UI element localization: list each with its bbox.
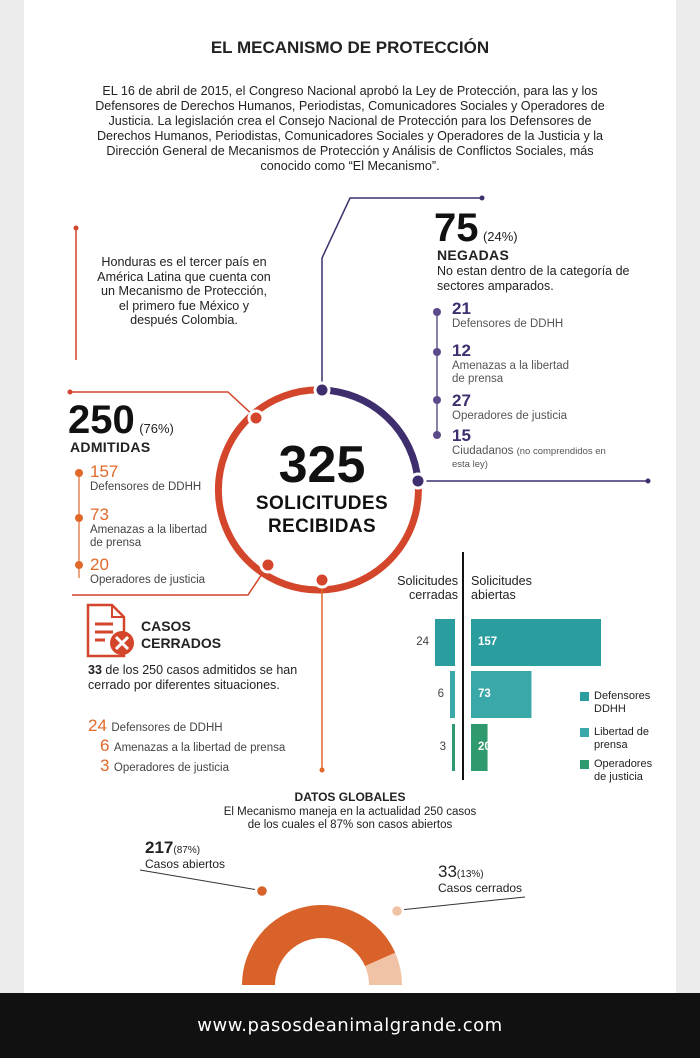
casos-cerrados-item-text: Amenazas a la libertad de prensa (113, 742, 286, 754)
casos-cerrados-item-text: Operadores de justicia (113, 762, 229, 774)
legend-swatch (580, 760, 589, 769)
negadas-item-1 (452, 300, 622, 331)
admitidas-item-text: Amenazas a la libertad de prensa (90, 524, 207, 549)
negadas-value: 75 (434, 206, 479, 250)
casos-cerrados-item-num: 24 (88, 716, 107, 735)
total-label-line-1: SOLICITUDES (255, 493, 389, 514)
donut-label-line-open (140, 870, 258, 890)
casos-cerrados-desc-text: de los 250 casos admitidos se han cerrado por diferentes situaciones. (88, 663, 298, 692)
donut-label-open (145, 838, 225, 871)
bar-chart-marks (435, 619, 601, 771)
negadas-header (434, 208, 518, 248)
note-line-dot (74, 226, 79, 231)
admitidas-item-num: 73 (90, 505, 109, 524)
negadas-item-text: Amenazas a la libertad de prensa (452, 360, 569, 385)
ring-node-top (315, 383, 329, 397)
admitidas-item-1 (90, 463, 230, 494)
ring-node-left (249, 411, 263, 425)
legend-swatch (580, 692, 589, 701)
donut-node-open (256, 885, 268, 897)
bar-cerradas-label: 24 (416, 635, 429, 648)
bar-header-abiertas: Solicitudes abiertas (471, 574, 532, 602)
bar-cerradas (450, 671, 455, 718)
negadas-item-text-main: Ciudadanos (452, 445, 514, 457)
legend-label: Libertad de prensa (594, 726, 650, 751)
negadas-item-text: Defensores de DDHH (452, 318, 564, 330)
casos-cerrados-item-2 (100, 736, 360, 756)
admitidas-item-3 (90, 556, 240, 587)
legend-label: Defensores DDHH (594, 690, 651, 715)
donut-label-closed (438, 862, 522, 895)
donut-open-value: 217 (145, 838, 174, 857)
admitidas-item-text: Defensores de DDHH (90, 481, 202, 493)
casos-cerrados-title-1: CASOS (141, 618, 191, 634)
latam-note: Honduras es el tercer país en América Latina que cuenta con un Mecanismo de Protección, el primero fue México y después Colombia. (97, 255, 271, 327)
admitidas-label: ADMITIDAS (70, 439, 151, 455)
total-value: 325 (278, 436, 366, 494)
global-desc: El Mecanismo maneja en la actualidad 250 casos de los cuales el 87% son casos abiertos (223, 806, 477, 831)
ciudadanos-connector-end (646, 479, 651, 484)
casos-cerrados-title-2: CERRADOS (141, 635, 222, 651)
admitidas-dot-3 (75, 561, 83, 569)
casos-cerrados-item-3 (100, 756, 360, 776)
admitidas-dot-2 (75, 514, 83, 522)
intro-paragraph: EL 16 de abril de 2015, el Congreso Nacional aprobó la Ley de Protección, para las y los Defensores de Derechos Humanos, Periodistas, Comunicadores Sociales y Operadores de Justicia. La legislación crea el Consejo Nacional de Protección para los Defensores de Derechos Humanos, Periodistas, Comunicadores Sociales y Operadores de la Justicia y la Dirección General de Mecanismos de Protección y Análisis de Conflictos Sociales, más conocido como “El Mecanismo”. (95, 84, 605, 173)
negadas-item-num: 12 (452, 341, 471, 360)
footer-url: www.pasosdeanimalgrande.com (0, 993, 700, 1058)
admitidas-item-text: Operadores de justicia (90, 574, 206, 586)
casos-cerrados-desc-num: 33 (88, 663, 102, 677)
negadas-desc: No estan dentro de la categoría de sectores amparados. (437, 264, 630, 293)
negadas-item-text: Operadores de justicia (452, 410, 568, 422)
negadas-dot-3 (433, 396, 441, 404)
bar-cerradas (452, 724, 455, 771)
page-title: EL MECANISMO DE PROTECCIÓN (210, 38, 490, 57)
casos-cerrados-item-num: 6 (100, 736, 110, 755)
ring-node-bottom (315, 573, 329, 587)
ring-node-bottom-left (261, 558, 275, 572)
admitidas-item-2 (90, 506, 210, 550)
casos-cerrados-title (141, 618, 221, 652)
negadas-pct: (24%) (482, 229, 518, 244)
negadas-connector-end (480, 196, 485, 201)
admitidas-header (68, 400, 174, 440)
donut-open-pct: (87%) (173, 845, 201, 856)
admitidas-value: 250 (68, 398, 135, 442)
casos-cerrados-item-1 (88, 716, 348, 736)
admitidas-dot-1 (75, 469, 83, 477)
bar-cerradas-label: 6 (437, 687, 444, 700)
negadas-item-2 (452, 342, 572, 386)
negadas-item-3 (452, 392, 622, 423)
document-x-icon (88, 605, 134, 656)
bar-cerradas (435, 619, 455, 666)
negadas-dot-2 (433, 348, 441, 356)
donut-closed-value: 33 (438, 862, 457, 881)
negadas-dot-1 (433, 308, 441, 316)
casos-cerrados-item-num: 3 (100, 756, 110, 775)
bar-abiertas-label: 157 (478, 635, 498, 648)
global-donut-chart (242, 905, 402, 985)
negadas-label: NEGADAS (437, 247, 510, 263)
bar-abiertas-label: 73 (478, 687, 491, 700)
negadas-dot-4 (433, 431, 441, 439)
donut-closed-pct: (13%) (456, 869, 484, 880)
donut-closed-text: Casos cerrados (438, 881, 523, 895)
negadas-item-num: 21 (452, 299, 471, 318)
negadas-item-num: 15 (452, 426, 471, 445)
donut-label-line-closed (400, 897, 525, 910)
legend-label: Operadores de justicia (594, 758, 653, 783)
global-title: DATOS GLOBALES (294, 790, 406, 804)
total-label-line-2: RECIBIDAS (267, 516, 377, 537)
admitidas-pct: (76%) (139, 421, 174, 436)
bar-header-cerradas: Solicitudes cerradas (397, 574, 458, 602)
negadas-item-4 (452, 427, 612, 471)
legend-swatch (580, 728, 589, 737)
total-label (222, 492, 422, 538)
admitidas-connector-end (68, 390, 73, 395)
casos-cerrados-desc (88, 663, 313, 692)
negadas-item-num: 27 (452, 391, 471, 410)
admitidas-item-num: 20 (90, 555, 109, 574)
negadas-item-text (452, 445, 612, 471)
casos-cerrados-item-text: Defensores de DDHH (111, 722, 223, 734)
negadas-item-text-small: (no comprendidos en esta ley) (452, 446, 606, 470)
bar-abiertas-label: 20 (478, 740, 491, 753)
donut-open-text: Casos abiertos (145, 857, 226, 871)
admitidas-item-num: 157 (90, 462, 119, 481)
bar-cerradas-label: 3 (439, 740, 446, 753)
donut-node-closed (391, 905, 403, 917)
